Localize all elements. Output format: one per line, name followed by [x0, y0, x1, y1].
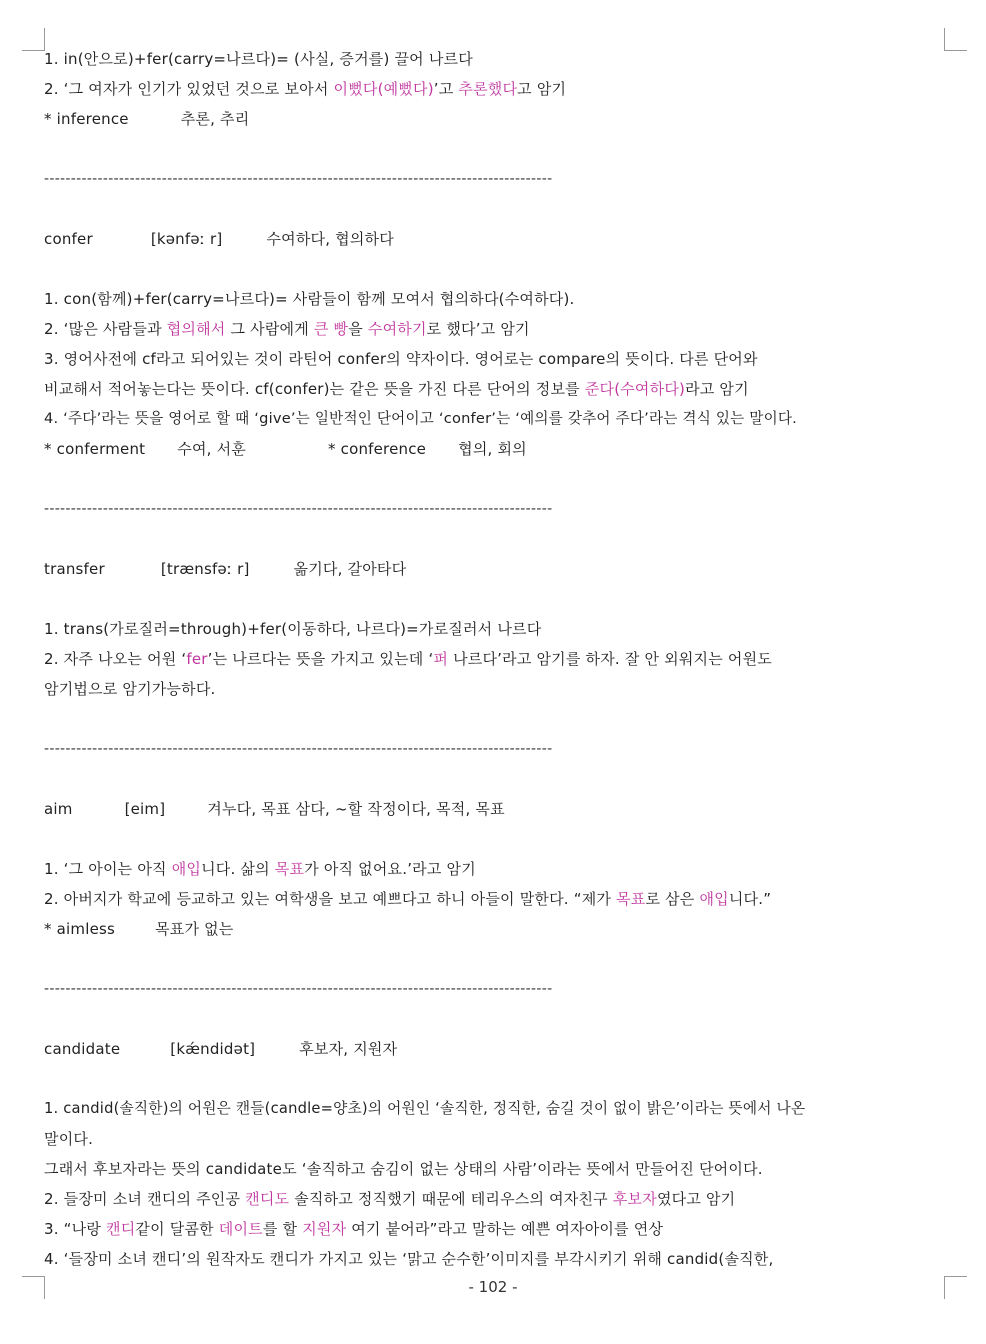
line-text: 나르다’라고 암기를 하자. 잘 안 외워지는 어원도 — [448, 650, 772, 668]
body-line — [44, 106, 944, 136]
line-text: 2. 들장미 소녀 캔디의 주인공 — [44, 1190, 246, 1208]
line-text: * aimless — [44, 920, 116, 938]
entry-meaning: 옮기다, 갈아타다 — [293, 560, 407, 578]
body-line — [44, 1246, 944, 1276]
vocab-entry-confer — [44, 226, 944, 466]
entry-pronunciation: [kǽndidət] — [170, 1040, 256, 1058]
separator-line: ----------------------------------------------------------------------------------------------- — [44, 981, 553, 997]
line-text: 1. in(안으로)+fer(carry=나르다)= (사실, 증거를) 끌어 나르다 — [44, 50, 473, 68]
body-line — [44, 286, 944, 316]
body-line — [44, 406, 944, 436]
separator-line: ----------------------------------------------------------------------------------------------- — [44, 171, 553, 187]
line-text: 협의, 회의 — [458, 440, 527, 458]
entry-pronunciation: [eim] — [124, 800, 166, 818]
crop-mark-top-left — [22, 28, 45, 51]
line-text: 4. ‘들장미 소녀 캔디’의 원작자도 캔디가 가지고 있는 ‘맑고 순수한’이미지를 부각시키기 위해 candid(솔직한, — [44, 1250, 774, 1268]
body-line — [44, 646, 944, 676]
line-text: * inference — [44, 110, 129, 128]
line-text: 1. trans(가로질러=through)+fer(이동하다, 나르다)=가로질러서 나르다 — [44, 620, 542, 638]
line-text: 가 아직 없어요.’라고 암기 — [304, 860, 476, 878]
line-text: 솔직하고 정직했기 때문에 테리우스의 여자친구 — [289, 1190, 613, 1208]
entry-headword-line — [44, 226, 944, 256]
entry-meaning: 겨누다, 목표 삼다, ~할 작정이다, 목적, 목표 — [207, 800, 505, 818]
line-text: 목표가 없는 — [155, 920, 234, 938]
highlighted-text: 추론했다 — [458, 80, 518, 98]
line-text: 1. con(함께)+fer(carry=나르다)= 사람들이 함께 모여서 협의하다(수여하다). — [44, 290, 575, 308]
body-line — [44, 1156, 944, 1186]
highlighted-text: 큰 빵 — [313, 320, 349, 338]
highlighted-text: 지원자 — [302, 1220, 347, 1238]
body-line — [44, 856, 944, 886]
line-text: 였다고 암기 — [656, 1190, 736, 1208]
highlighted-text: 협의해서 — [166, 320, 226, 338]
highlighted-text: 애입 — [171, 860, 202, 878]
line-text: 1. candid(솔직한)의 어원은 캔들(candle=양초)의 어원인 ‘솔직한, 정직한, 숨길 것이 없이 밝은’이라는 뜻에서 나온 — [44, 1100, 806, 1117]
body-line — [44, 616, 944, 646]
body-line — [44, 316, 944, 346]
highlighted-text: 캔디 — [106, 1220, 136, 1238]
highlighted-text: 준다(수여하다) — [584, 380, 686, 398]
vocab-entry-transfer — [44, 556, 944, 706]
line-text: * conference — [327, 440, 427, 458]
line-text: 1. ‘그 아이는 아직 — [44, 860, 172, 878]
entry-word: candidate — [44, 1040, 121, 1058]
highlighted-text: 목표 — [274, 860, 305, 878]
body-line — [44, 376, 944, 406]
line-text: * conferment — [44, 440, 146, 458]
line-text: 같이 달콤한 — [135, 1220, 219, 1238]
entry-pronunciation: [trænsfəː r] — [160, 560, 250, 578]
line-text: 니다. 삶의 — [201, 860, 275, 878]
body-line — [44, 1216, 944, 1246]
line-text: 2. ‘그 여자가 인기가 있었던 것으로 보아서 — [44, 80, 334, 98]
line-text: 비교해서 적어놓는다는 뜻이다. cf(confer)는 같은 뜻을 가진 다른 단어의 정보를 — [44, 380, 585, 398]
entry-word: confer — [44, 230, 93, 248]
document-body — [44, 46, 944, 1276]
entry-headword-line — [44, 1036, 944, 1066]
line-text: 라고 암기 — [685, 380, 749, 398]
body-line — [44, 46, 944, 76]
line-text: ’고 — [433, 80, 459, 98]
body-line — [44, 436, 944, 466]
body-line — [44, 76, 944, 106]
line-text: 3. 영어사전에 cf라고 되어있는 것이 라틴어 confer의 약자이다. 영어로는 compare의 뜻이다. 다른 단어와 — [44, 350, 758, 368]
highlighted-text: 목표 — [616, 890, 646, 908]
separator-line: ----------------------------------------------------------------------------------------------- — [44, 741, 553, 757]
vocab-entry-candidate — [44, 1036, 944, 1276]
line-text: 말이다. — [44, 1130, 94, 1148]
crop-mark-top-right — [944, 28, 967, 51]
separator-line: ----------------------------------------------------------------------------------------------- — [44, 501, 553, 517]
line-text: 2. ‘많은 사람들과 — [44, 320, 167, 338]
entry-meaning: 수여하다, 협의하다 — [266, 230, 394, 248]
body-line — [44, 346, 944, 376]
entry-meaning: 후보자, 지원자 — [299, 1040, 398, 1058]
line-text: 여기 붙어라”라고 말하는 예쁜 여자아이를 연상 — [346, 1220, 664, 1238]
highlighted-text: 이뻤다(예뻤다) — [333, 80, 434, 98]
line-text: 3. “나랑 — [44, 1220, 106, 1238]
entry-headword-line — [44, 796, 944, 826]
line-text: 수여, 서훈 — [177, 440, 246, 458]
line-text: 2. 아버지가 학교에 등교하고 있는 여학생을 보고 예쁘다고 하니 아들이 말한다. “제가 — [44, 890, 617, 908]
body-line — [44, 1096, 944, 1126]
highlighted-text: 애입 — [699, 890, 729, 908]
line-text: 4. ‘주다’라는 뜻을 영어로 할 때 ‘give’는 일반적인 단어이고 ‘confer’는 ‘예의를 갖추어 주다’라는 격식 있는 말이다. — [44, 410, 798, 427]
highlighted-text: 후보자 — [612, 1190, 657, 1208]
line-text: 그 사람에게 — [225, 320, 314, 338]
line-text: 추론, 추리 — [180, 110, 250, 128]
page-number: - 102 - — [468, 1278, 518, 1296]
line-text: 그래서 후보자라는 뜻의 candidate도 ‘솔직하고 숨김이 없는 상태의 사람’이라는 뜻에서 만들어진 단어이다. — [44, 1160, 763, 1178]
body-line — [44, 886, 944, 916]
line-text: 암기법으로 암기가능하다. — [44, 680, 216, 698]
entry-word: aim — [44, 800, 73, 818]
highlighted-text: 데이트 — [218, 1220, 263, 1238]
line-text: 2. 자주 나오는 어원 ‘ — [44, 650, 187, 668]
entry-word: transfer — [44, 560, 105, 578]
line-text: 로 삼은 — [645, 890, 700, 908]
highlighted-text: 퍼 — [433, 650, 449, 668]
line-text: 고 암기 — [517, 80, 567, 98]
line-text: 를 할 — [262, 1220, 303, 1238]
entry-pronunciation: [kənfəː r] — [150, 230, 223, 248]
line-text: 로 했다’고 암기 — [426, 320, 530, 338]
highlighted-text: 캔디도 — [245, 1190, 290, 1208]
highlighted-text: 수여하기 — [367, 320, 427, 338]
entry-headword-line — [44, 556, 944, 586]
body-line — [44, 676, 944, 706]
body-line — [44, 1186, 944, 1216]
line-text: ’는 나르다는 뜻을 가지고 있는데 ‘ — [207, 650, 434, 668]
highlighted-text: fer — [186, 650, 208, 668]
vocab-entry-aim — [44, 796, 944, 946]
body-line — [44, 916, 944, 946]
line-text: 니다.” — [728, 890, 772, 908]
line-text: 을 — [348, 320, 368, 338]
body-line — [44, 1126, 944, 1156]
